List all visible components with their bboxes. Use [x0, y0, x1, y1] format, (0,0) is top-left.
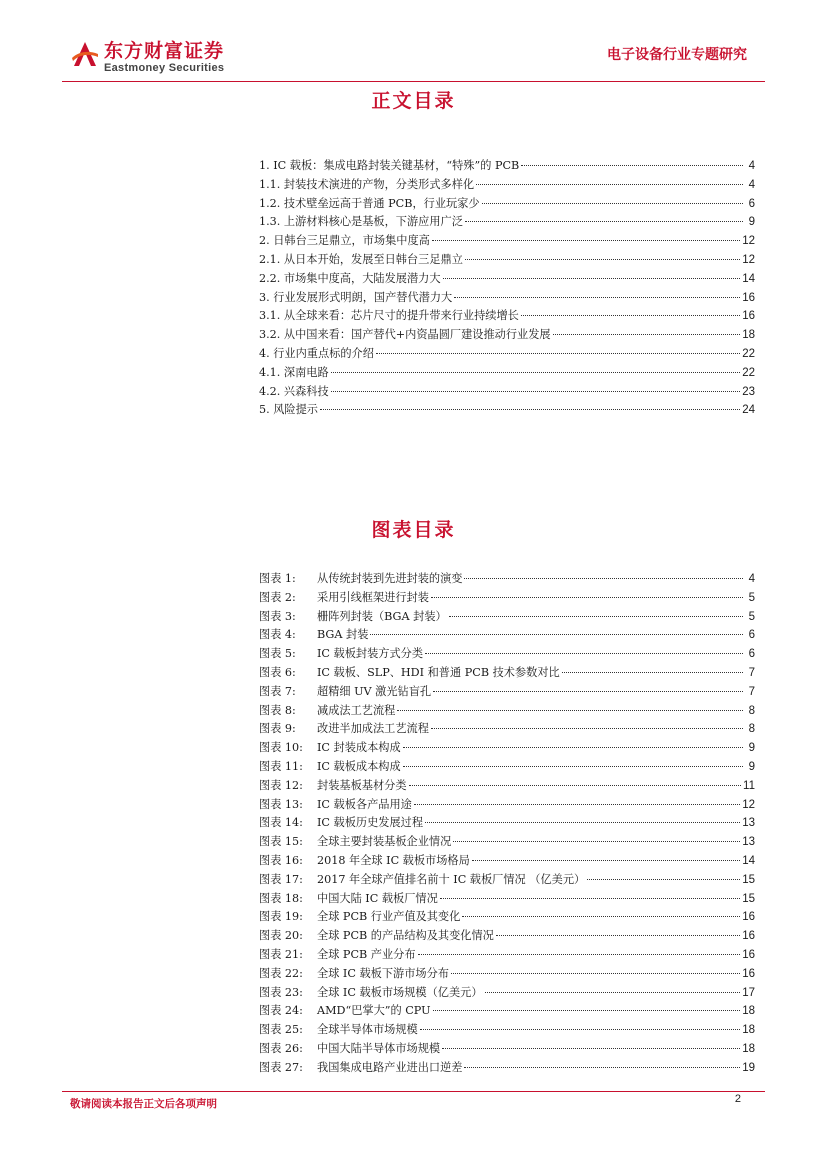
figure-label: 图表 8: [259, 703, 296, 717]
toc-entry[interactable] [259, 176, 755, 195]
dot-leader [431, 727, 743, 729]
figure-label: 图表 20: [259, 929, 303, 943]
dot-leader [420, 1028, 741, 1030]
dot-leader [482, 202, 743, 204]
footer-divider [62, 1091, 765, 1092]
dot-leader [433, 1009, 741, 1011]
toc-entry-title: 1. IC 载板：集成电路封装关键基材，“特殊”的 PCB [259, 159, 520, 172]
toc-page-number: 5 [748, 591, 755, 604]
figure-title: 全球半导体市场规模 [317, 1023, 418, 1037]
toc-entry[interactable] [259, 307, 755, 326]
toc-entry-title [259, 1021, 418, 1040]
dot-leader [425, 821, 740, 823]
figure-toc-entry[interactable] [259, 852, 755, 871]
toc-entry-title: 5. 风险提示 [259, 403, 318, 417]
figure-label: 图表 26: [259, 1041, 303, 1055]
toc-page-number: 18 [742, 1024, 755, 1037]
figure-toc-entry[interactable] [259, 777, 755, 796]
figure-title: 2018 年全球 IC 载板市场格局 [317, 853, 470, 867]
figure-label: 图表 7: [259, 684, 296, 698]
figure-toc-entry[interactable] [259, 1021, 755, 1040]
dot-leader [418, 953, 741, 955]
figure-title: 超精细 UV 激光钻盲孔 [317, 684, 432, 698]
toc-entry-title [259, 852, 470, 871]
toc-entry-title [259, 871, 585, 890]
toc-entry[interactable] [259, 251, 755, 270]
figure-toc-entry[interactable] [259, 702, 755, 721]
figure-label: 图表 11: [259, 759, 303, 773]
toc-page-number: 16 [742, 911, 755, 924]
figure-label: 图表 4: [259, 628, 296, 642]
toc-entry-title [259, 1002, 431, 1021]
figure-title: AMD“巴掌大”的 CPU [317, 1004, 431, 1018]
figure-title: BGA 封装 [317, 628, 369, 642]
dot-leader [485, 991, 741, 993]
dot-leader [397, 709, 743, 711]
figure-title: 栅阵列封装（BGA 封装） [317, 609, 447, 623]
header-divider [62, 81, 765, 82]
dot-leader [432, 239, 740, 241]
figure-label: 图表 13: [259, 797, 303, 811]
figure-toc-entry[interactable] [259, 570, 755, 589]
toc-page-number: 5 [748, 610, 755, 623]
figure-toc-entry[interactable] [259, 589, 755, 608]
toc-page-number: 12 [742, 253, 755, 266]
toc-entry-title [259, 965, 449, 984]
figure-toc-entry[interactable] [259, 796, 755, 815]
figure-title: IC 载板成本构成 [317, 759, 401, 773]
figure-title: 采用引线框架进行封装 [317, 590, 429, 604]
dot-leader [433, 690, 743, 692]
dot-leader [464, 577, 743, 579]
figure-title: 全球主要封装基板企业情况 [317, 835, 452, 849]
figure-toc-entry[interactable] [259, 984, 755, 1003]
figure-title: 封装基板基材分类 [317, 778, 407, 792]
figure-label: 图表 9: [259, 722, 296, 736]
toc-entry-title [259, 908, 460, 927]
toc-entry-title: 4. 行业内重点标的介绍 [259, 346, 374, 360]
figure-title: IC 载板历史发展过程 [317, 816, 424, 830]
figure-label: 图表 2: [259, 590, 296, 604]
dot-leader [320, 408, 740, 410]
figure-label: 图表 10: [259, 741, 303, 755]
toc-page-number: 6 [748, 197, 755, 210]
toc-entry[interactable] [259, 270, 755, 289]
toc-entry-title: 2.1. 从日本开始，发展至日韩台三足鼎立 [259, 252, 463, 266]
figure-label: 图表 25: [259, 1023, 303, 1037]
figure-title: IC 载板各产品用途 [317, 797, 412, 811]
figure-toc-entry[interactable] [259, 645, 755, 664]
figure-label: 图表 6: [259, 665, 296, 679]
toc-page-number: 15 [742, 892, 755, 905]
figure-label: 图表 1: [259, 572, 296, 585]
figure-label: 图表 12: [259, 778, 303, 792]
figure-title: 全球 PCB 产业分布 [317, 947, 416, 961]
toc-entry-title [259, 777, 407, 796]
toc-page-number: 4 [748, 178, 755, 191]
figure-title: 全球 PCB 行业产值及其变化 [317, 910, 461, 924]
toc-entry-title [259, 1040, 440, 1059]
toc-entry-title: 1.1. 封装技术演进的产物，分类形式多样化 [259, 177, 475, 191]
toc-entry[interactable] [259, 289, 755, 308]
toc-page-number: 7 [748, 685, 755, 698]
toc-entry-title [259, 570, 462, 589]
figure-label: 图表 5: [259, 647, 296, 661]
toc-page-number: 6 [748, 629, 755, 642]
dot-leader [562, 671, 743, 673]
main-toc [259, 157, 755, 420]
toc-page-number: 7 [748, 666, 755, 679]
dot-leader [370, 633, 743, 635]
toc-page-number: 16 [742, 291, 755, 304]
toc-entry-title [259, 796, 412, 815]
toc-page-number: 6 [748, 648, 755, 661]
dot-leader [465, 258, 740, 260]
toc-entry-title [259, 683, 431, 702]
toc-entry-title [259, 608, 447, 627]
figure-toc-entry[interactable] [259, 965, 755, 984]
toc-entry-title [259, 890, 438, 909]
figure-toc [259, 570, 755, 1078]
toc-entry[interactable] [259, 157, 755, 176]
figure-label: 图表 27: [259, 1060, 303, 1074]
toc-entry[interactable] [259, 326, 755, 345]
figure-label: 图表 17: [259, 872, 303, 886]
figure-title: 中国大陆半导体市场规模 [317, 1041, 441, 1055]
dot-leader [403, 765, 743, 767]
toc-page-number: 14 [742, 272, 755, 285]
toc-entry-title: 3. 行业发展形式明朗，国产替代潜力大 [259, 290, 453, 304]
toc-entry-title: 1.3. 上游材料核心是基板，下游应用广泛 [259, 215, 463, 229]
figure-toc-entry[interactable] [259, 683, 755, 702]
toc-entry-title [259, 589, 429, 608]
toc-entry-title: 4.2. 兴森科技 [259, 384, 329, 398]
toc-entry-title: 2.2. 市场集中度高，大陆发展潜力大 [259, 271, 441, 285]
toc-entry-title [259, 984, 483, 1003]
figure-label: 图表 16: [259, 853, 303, 867]
figure-title: IC 封装成本构成 [317, 741, 401, 755]
toc-page-number: 22 [742, 347, 755, 360]
figure-toc-entry[interactable] [259, 927, 755, 946]
dot-leader [376, 352, 740, 354]
figure-toc-title: 图表目录 [371, 519, 456, 541]
toc-entry[interactable] [259, 383, 755, 402]
dot-leader [496, 934, 740, 936]
figure-toc-entry[interactable] [259, 664, 755, 683]
figure-toc-entry[interactable] [259, 739, 755, 758]
dot-leader [472, 859, 740, 861]
figure-toc-entry[interactable] [259, 1059, 755, 1078]
toc-page-number: 13 [742, 817, 755, 830]
figure-toc-entry[interactable] [259, 890, 755, 909]
dot-leader [442, 1047, 740, 1049]
toc-page-number: 12 [742, 235, 755, 248]
toc-page-number: 15 [742, 873, 755, 886]
toc-entry-title [259, 946, 416, 965]
figure-title: 2017 年全球产值排名前十 IC 载板厂情况 （亿美元） [317, 872, 586, 886]
figure-toc-entry[interactable] [259, 871, 755, 890]
toc-entry-title: 3.2. 从中国来看：国产替代+内资晶圆厂建设推动行业发展 [259, 328, 551, 342]
figure-toc-entry[interactable] [259, 720, 755, 739]
toc-entry[interactable] [259, 232, 755, 251]
toc-entry-title [259, 702, 395, 721]
dot-leader [521, 314, 740, 316]
figure-label: 图表 22: [259, 966, 303, 980]
figure-title: 中国大陆 IC 载板厂情况 [317, 891, 438, 905]
figure-label: 图表 3: [259, 609, 296, 623]
toc-entry-title [259, 645, 423, 664]
figure-toc-entry[interactable] [259, 833, 755, 852]
dot-leader [431, 596, 743, 598]
figure-toc-entry[interactable] [259, 1002, 755, 1021]
toc-page-number: 9 [748, 742, 755, 755]
toc-page-number: 9 [748, 760, 755, 773]
toc-page-number: 18 [742, 1042, 755, 1055]
toc-entry[interactable] [259, 213, 755, 232]
page-header [0, 0, 827, 88]
toc-entry[interactable] [259, 401, 755, 420]
figure-label: 图表 21: [259, 947, 303, 961]
toc-page-number: 9 [748, 216, 755, 229]
eastmoney-logo-icon [70, 38, 100, 70]
toc-page-number: 4 [748, 160, 755, 172]
figure-title: 减成法工艺流程 [317, 703, 396, 717]
toc-page-number: 16 [742, 930, 755, 943]
dot-leader [403, 746, 743, 748]
toc-page-number: 16 [742, 948, 755, 961]
figure-toc-entry[interactable] [259, 946, 755, 965]
toc-page-number: 18 [742, 1005, 755, 1018]
company-logo [70, 38, 240, 80]
dot-leader [454, 296, 740, 298]
figure-label: 图表 19: [259, 910, 303, 924]
toc-entry-title: 4.1. 深南电路 [259, 365, 329, 379]
toc-page-number: 23 [742, 385, 755, 398]
figure-title: 全球 IC 载板市场规模（亿美元） [317, 985, 483, 999]
figure-title: IC 载板、SLP、HDI 和普通 PCB 技术参数对比 [317, 665, 560, 679]
dot-leader [476, 183, 743, 185]
figure-title: 全球 PCB 的产品结构及其变化情况 [317, 929, 494, 943]
toc-entry-title [259, 927, 494, 946]
toc-page-number: 13 [742, 836, 755, 849]
figure-title: 全球 IC 载板下游市场分布 [317, 966, 449, 980]
dot-leader [440, 897, 740, 899]
dot-leader [409, 784, 742, 786]
logo-english-name: Eastmoney Securities [104, 62, 225, 74]
toc-entry-title: 3.1. 从全球来看：芯片尺寸的提升带来行业持续增长 [259, 309, 519, 323]
figure-label: 图表 23: [259, 985, 303, 999]
toc-page-number: 14 [742, 854, 755, 867]
dot-leader [465, 220, 743, 222]
dot-leader [521, 164, 743, 166]
toc-page-number: 17 [742, 986, 755, 999]
figure-toc-entry[interactable] [259, 908, 755, 927]
toc-page-number: 16 [742, 310, 755, 323]
toc-entry-title [259, 758, 401, 777]
toc-entry-title [259, 739, 401, 758]
footer-disclaimer: 敬请阅读本报告正文后各项声明 [70, 1098, 217, 1110]
dot-leader [587, 878, 740, 880]
toc-entry-title [259, 833, 451, 852]
dot-leader [331, 390, 741, 392]
toc-entry[interactable] [259, 364, 755, 383]
toc-page-number: 8 [748, 704, 755, 717]
dot-leader [462, 915, 740, 917]
main-toc-title: 正文目录 [371, 90, 456, 112]
figure-title: 从传统封装到先进封装的演变 [317, 572, 463, 585]
toc-entry[interactable] [259, 345, 755, 364]
toc-page-number: 24 [742, 404, 755, 417]
toc-page-number: 12 [742, 798, 755, 811]
toc-page-number: 16 [742, 967, 755, 980]
figure-title: 改进半加成法工艺流程 [317, 722, 429, 736]
dot-leader [449, 615, 743, 617]
figure-label: 图表 15: [259, 835, 303, 849]
figure-toc-entry[interactable] [259, 1040, 755, 1059]
figure-title: IC 载板封装方式分类 [317, 647, 424, 661]
toc-entry-title [259, 664, 560, 683]
figure-toc-entry[interactable] [259, 626, 755, 645]
dot-leader [331, 371, 741, 373]
toc-entry[interactable] [259, 195, 755, 214]
dot-leader [414, 803, 740, 805]
toc-entry-title [259, 626, 368, 645]
toc-entry-title [259, 1059, 462, 1078]
dot-leader [451, 972, 740, 974]
page-number: 2 [734, 1093, 741, 1105]
figure-toc-entry[interactable] [259, 608, 755, 627]
dot-leader [453, 840, 740, 842]
toc-page-number: 19 [742, 1061, 755, 1074]
dot-leader [425, 652, 743, 654]
toc-page-number: 11 [743, 779, 755, 792]
logo-chinese-name: 东方财富证券 [104, 40, 225, 62]
figure-title: 我国集成电路产业进出口逆差 [317, 1060, 463, 1074]
toc-page-number: 22 [742, 366, 755, 379]
report-type-label: 电子设备行业专题研究 [607, 47, 747, 63]
toc-entry-title [259, 814, 423, 833]
toc-page-number: 18 [742, 329, 755, 342]
dot-leader [464, 1066, 740, 1068]
toc-entry-title: 1.2. 技术壁垒远高于普通 PCB，行业玩家少 [259, 196, 480, 210]
toc-entry-title [259, 720, 429, 739]
toc-page-number: 4 [748, 573, 755, 585]
figure-label: 图表 24: [259, 1004, 303, 1018]
figure-label: 图表 14: [259, 816, 303, 830]
dot-leader [553, 333, 741, 335]
figure-toc-entry[interactable] [259, 814, 755, 833]
toc-page-number: 8 [748, 723, 755, 736]
figure-label: 图表 18: [259, 891, 303, 905]
dot-leader [443, 277, 741, 279]
toc-entry-title: 2. 日韩台三足鼎立，市场集中度高 [259, 234, 430, 248]
figure-toc-entry[interactable] [259, 758, 755, 777]
